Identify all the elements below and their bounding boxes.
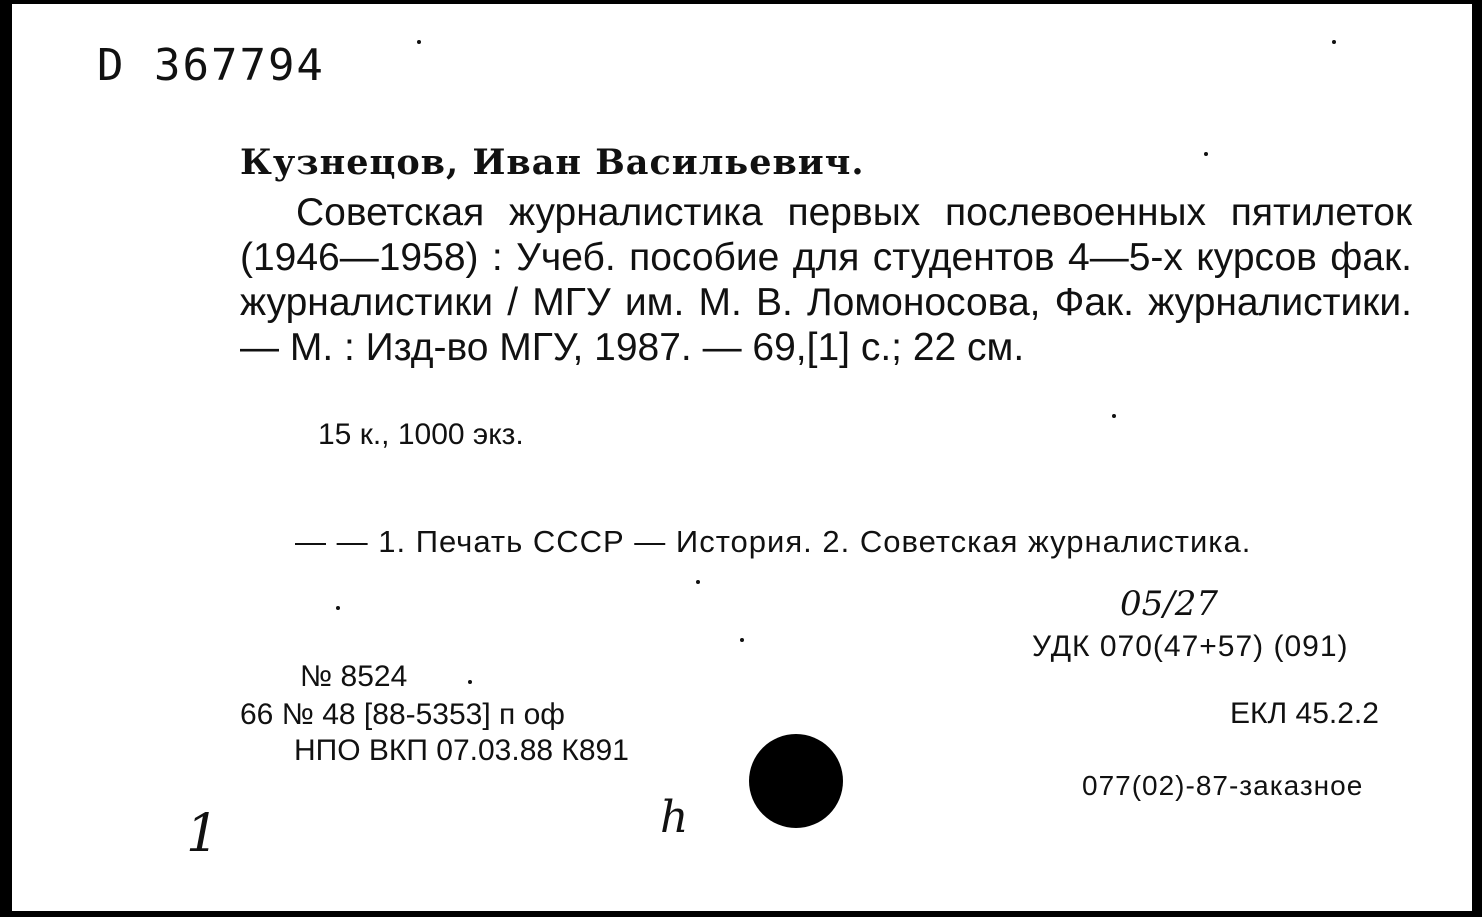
subject-headings: — — 1. Печать СССР — История. 2. Советская журналистика.: [295, 524, 1252, 559]
order-code: 077(02)-87-заказное: [1082, 770, 1364, 801]
speck: [740, 638, 744, 642]
handwritten-mark-right: h: [660, 792, 689, 843]
punch-hole: [749, 734, 843, 828]
speck: [696, 580, 700, 584]
record-line-2: 66 № 48 [88-5353] п оф: [240, 698, 565, 731]
price-and-print-run: 15 к., 1000 экз.: [318, 418, 524, 451]
speck: [1332, 40, 1336, 44]
speck: [336, 606, 340, 610]
record-line-3: НПО ВКП 07.03.88 К891: [294, 734, 629, 767]
inventory-number: D 367794: [97, 40, 325, 91]
speck: [417, 40, 421, 44]
udk-code: УДК 070(47+57) (091): [1032, 630, 1349, 663]
bibliographic-description: Советская журналистика первых послевоенных пятилеток (1946—1958) : Учеб. пособие для студентов 4—5-х курсов фак. журналистики / МГУ им. М. В. Ломоносова, Фак. журналистики. — М. : Изд-во МГУ, 1987. — 69,[1] с.; 22 см.: [240, 191, 1412, 369]
handwritten-mark-left: 1: [186, 804, 220, 864]
speck: [468, 680, 472, 684]
handwritten-note: 05/27: [1120, 584, 1218, 624]
record-number: № 8524: [300, 660, 408, 693]
speck: [1112, 414, 1116, 418]
speck: [1204, 152, 1208, 156]
ekl-code: ЕКЛ 45.2.2: [1230, 697, 1379, 730]
author-heading: Кузнецов, Иван Васильевич.: [240, 142, 865, 183]
